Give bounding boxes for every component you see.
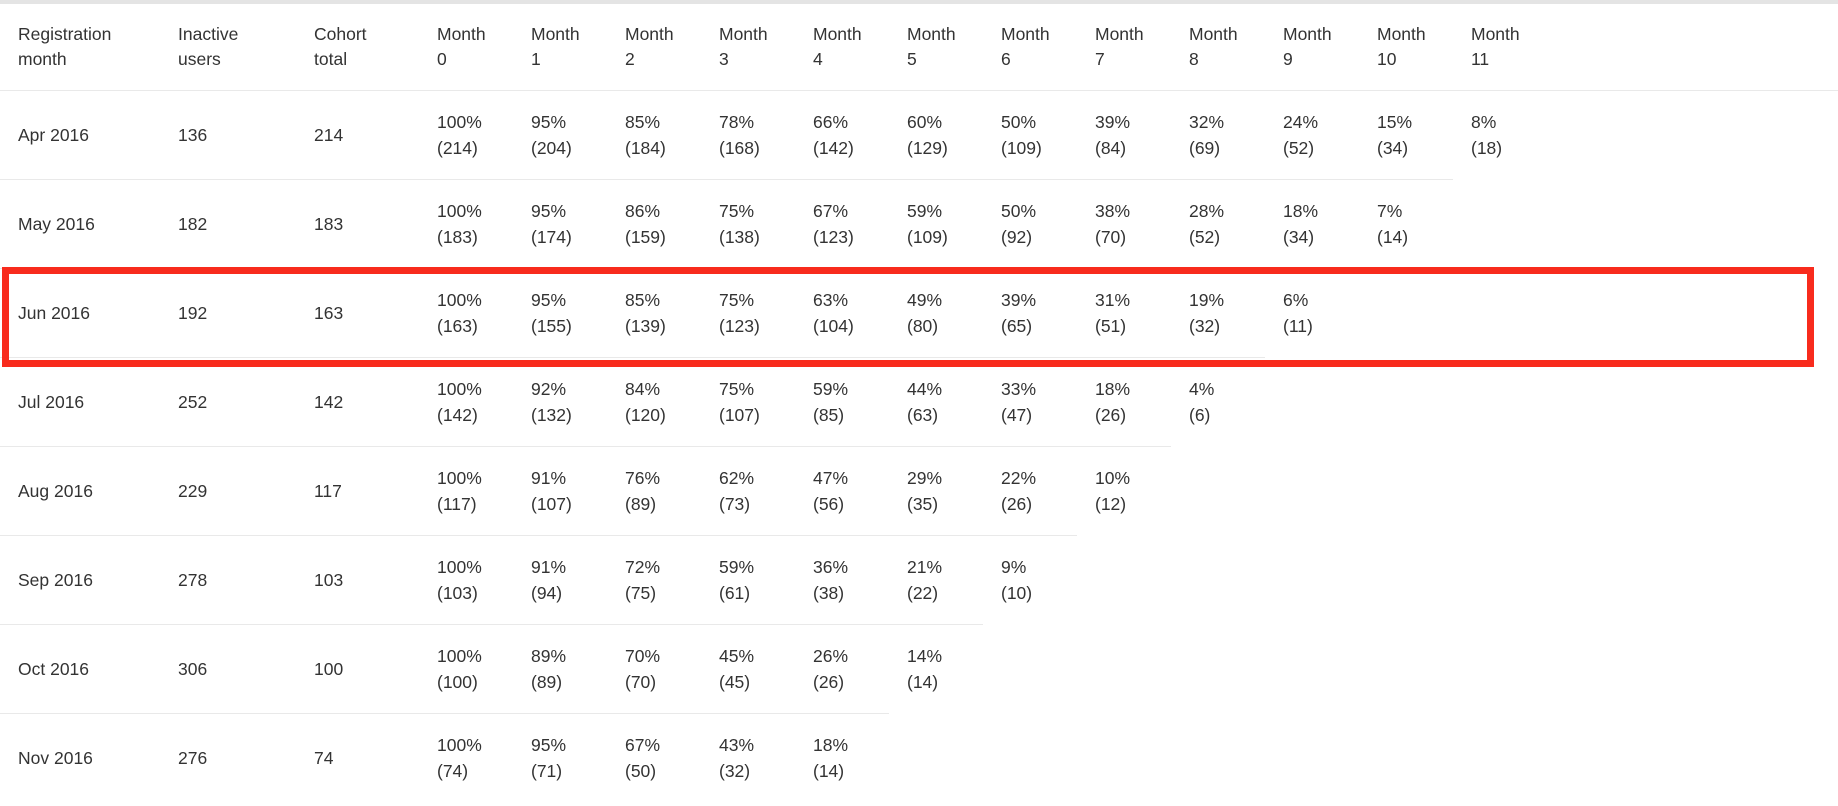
empty-cell xyxy=(1359,713,1453,802)
cohort-total-cell: 214 xyxy=(296,90,419,179)
registration-month-cell: Jul 2016 xyxy=(0,357,160,446)
retention-cell xyxy=(419,268,513,357)
retention-cell xyxy=(513,90,607,179)
retention-cell xyxy=(889,446,983,535)
retention-cell xyxy=(1077,268,1171,357)
retention-count: (80) xyxy=(907,315,939,336)
retention-pct: 6% xyxy=(1283,289,1309,310)
retention-cell xyxy=(607,446,701,535)
retention-cell xyxy=(1265,179,1359,268)
column-header: Month 1 xyxy=(531,23,580,69)
retention-count: (89) xyxy=(625,493,657,514)
column-header: Registration month xyxy=(18,23,112,69)
retention-count: (32) xyxy=(719,760,751,781)
registration-month-cell: Apr 2016 xyxy=(0,90,160,179)
inactive-users-cell: 306 xyxy=(160,624,296,713)
retention-cell xyxy=(513,535,607,624)
cohort-row xyxy=(0,624,1838,713)
cohort-row xyxy=(0,535,1838,624)
cohort-row xyxy=(0,446,1838,535)
retention-pct: 29% xyxy=(907,467,943,488)
retention-pct: 38% xyxy=(1095,200,1131,221)
empty-cell xyxy=(1359,268,1453,357)
retention-count: (117) xyxy=(437,493,477,514)
retention-pct: 84% xyxy=(625,378,661,399)
column-header: Month 10 xyxy=(1377,23,1426,69)
empty-cell xyxy=(1453,179,1838,268)
retention-pct: 50% xyxy=(1001,200,1037,221)
retention-count: (74) xyxy=(437,760,469,781)
retention-pct: 67% xyxy=(813,200,849,221)
column-header: Month 5 xyxy=(907,23,956,69)
retention-pct: 92% xyxy=(531,378,567,399)
retention-cell xyxy=(1359,90,1453,179)
retention-count: (11) xyxy=(1283,315,1313,336)
retention-pct: 19% xyxy=(1189,289,1225,310)
retention-cell xyxy=(701,446,795,535)
empty-cell xyxy=(1453,357,1838,446)
empty-cell xyxy=(1453,268,1838,357)
retention-pct: 44% xyxy=(907,378,943,399)
retention-count: (38) xyxy=(813,582,845,603)
retention-pct: 21% xyxy=(907,556,943,577)
retention-cell xyxy=(1359,179,1453,268)
column-header: Month 3 xyxy=(719,23,768,69)
retention-cell xyxy=(513,268,607,357)
column-header: Month 11 xyxy=(1471,23,1520,69)
cohort-total-cell: 103 xyxy=(296,535,419,624)
retention-cell xyxy=(419,713,513,802)
retention-count: (63) xyxy=(907,404,939,425)
retention-count: (69) xyxy=(1189,137,1221,158)
retention-pct: 10% xyxy=(1095,467,1131,488)
retention-count: (84) xyxy=(1095,137,1127,158)
retention-cell xyxy=(607,357,701,446)
retention-cell xyxy=(607,268,701,357)
retention-cell xyxy=(983,268,1077,357)
retention-count: (155) xyxy=(531,315,572,336)
retention-pct: 9% xyxy=(1001,556,1027,577)
retention-cell xyxy=(1077,357,1171,446)
retention-cell xyxy=(795,357,889,446)
retention-count: (103) xyxy=(437,582,478,603)
retention-count: (89) xyxy=(531,671,563,692)
retention-count: (163) xyxy=(437,315,478,336)
empty-cell xyxy=(1265,624,1359,713)
retention-pct: 62% xyxy=(719,467,755,488)
cohort-total-cell: 117 xyxy=(296,446,419,535)
retention-pct: 75% xyxy=(719,289,755,310)
retention-pct: 95% xyxy=(531,734,567,755)
retention-pct: 15% xyxy=(1377,111,1413,132)
inactive-users-cell: 182 xyxy=(160,179,296,268)
column-header: Month 2 xyxy=(625,23,674,69)
empty-cell xyxy=(1359,624,1453,713)
retention-pct: 95% xyxy=(531,111,567,132)
retention-pct: 33% xyxy=(1001,378,1037,399)
retention-cell xyxy=(1453,90,1838,179)
retention-count: (26) xyxy=(1095,404,1127,425)
inactive-users-cell: 252 xyxy=(160,357,296,446)
retention-count: (70) xyxy=(1095,226,1127,247)
retention-cell xyxy=(889,624,983,713)
registration-month-cell: Oct 2016 xyxy=(0,624,160,713)
retention-cell xyxy=(1077,446,1171,535)
empty-cell xyxy=(889,713,983,802)
inactive-users-cell: 278 xyxy=(160,535,296,624)
empty-cell xyxy=(1359,357,1453,446)
retention-count: (129) xyxy=(907,137,948,158)
retention-count: (94) xyxy=(531,582,563,603)
retention-count: (123) xyxy=(719,315,760,336)
retention-cell xyxy=(1171,90,1265,179)
retention-cell xyxy=(607,535,701,624)
retention-pct: 32% xyxy=(1189,111,1225,132)
retention-pct: 85% xyxy=(625,111,661,132)
retention-cell xyxy=(795,179,889,268)
retention-pct: 7% xyxy=(1377,200,1403,221)
retention-count: (56) xyxy=(813,493,845,514)
retention-cell xyxy=(1171,357,1265,446)
cohort-row-highlighted xyxy=(0,268,1838,357)
retention-pct: 26% xyxy=(813,645,849,666)
cohort-row xyxy=(0,179,1838,268)
retention-cell xyxy=(889,179,983,268)
retention-count: (85) xyxy=(813,404,845,425)
retention-count: (34) xyxy=(1377,137,1409,158)
registration-month-cell: Nov 2016 xyxy=(0,713,160,802)
retention-pct: 39% xyxy=(1001,289,1037,310)
header-row xyxy=(0,2,1838,90)
retention-pct: 100% xyxy=(437,378,482,399)
empty-cell xyxy=(1265,446,1359,535)
retention-count: (18) xyxy=(1471,137,1503,158)
retention-pct: 72% xyxy=(625,556,661,577)
retention-cell xyxy=(983,179,1077,268)
retention-pct: 95% xyxy=(531,289,567,310)
retention-pct: 22% xyxy=(1001,467,1037,488)
cohort-total-cell: 163 xyxy=(296,268,419,357)
retention-count: (61) xyxy=(719,582,751,603)
retention-count: (132) xyxy=(531,404,572,425)
registration-month-cell: Aug 2016 xyxy=(0,446,160,535)
retention-cell xyxy=(701,90,795,179)
retention-count: (12) xyxy=(1095,493,1127,514)
empty-cell xyxy=(1265,357,1359,446)
retention-count: (6) xyxy=(1189,404,1211,425)
retention-cell xyxy=(983,446,1077,535)
retention-count: (65) xyxy=(1001,315,1033,336)
registration-month-cell: Sep 2016 xyxy=(0,535,160,624)
retention-count: (75) xyxy=(625,582,657,603)
retention-cell xyxy=(419,357,513,446)
cohort-row xyxy=(0,90,1838,179)
retention-count: (35) xyxy=(907,493,939,514)
cohort-table-body xyxy=(0,90,1838,802)
retention-pct: 45% xyxy=(719,645,755,666)
retention-cell xyxy=(889,90,983,179)
retention-cell xyxy=(1077,179,1171,268)
retention-count: (50) xyxy=(625,760,657,781)
retention-cell xyxy=(513,446,607,535)
retention-cell xyxy=(1171,268,1265,357)
empty-cell xyxy=(1453,535,1838,624)
retention-cell xyxy=(419,90,513,179)
retention-count: (14) xyxy=(813,760,845,781)
retention-cell xyxy=(795,624,889,713)
retention-pct: 100% xyxy=(437,200,482,221)
retention-count: (142) xyxy=(813,137,854,158)
empty-cell xyxy=(1453,624,1838,713)
retention-pct: 86% xyxy=(625,200,661,221)
retention-cell xyxy=(889,268,983,357)
retention-pct: 66% xyxy=(813,111,849,132)
column-header: Month 6 xyxy=(1001,23,1050,69)
retention-pct: 18% xyxy=(1283,200,1319,221)
retention-cell xyxy=(513,357,607,446)
inactive-users-cell: 136 xyxy=(160,90,296,179)
retention-pct: 60% xyxy=(907,111,943,132)
retention-cell xyxy=(419,179,513,268)
retention-count: (26) xyxy=(813,671,845,692)
retention-count: (168) xyxy=(719,137,760,158)
retention-pct: 100% xyxy=(437,734,482,755)
retention-pct: 76% xyxy=(625,467,661,488)
retention-cell xyxy=(795,535,889,624)
retention-cell xyxy=(983,90,1077,179)
retention-count: (120) xyxy=(625,404,666,425)
retention-count: (52) xyxy=(1283,137,1315,158)
retention-count: (14) xyxy=(1377,226,1409,247)
registration-month-cell: May 2016 xyxy=(0,179,160,268)
retention-count: (138) xyxy=(719,226,760,247)
cohort-total-cell: 100 xyxy=(296,624,419,713)
retention-pct: 59% xyxy=(813,378,849,399)
inactive-users-cell: 192 xyxy=(160,268,296,357)
column-header: Month 9 xyxy=(1283,23,1332,69)
retention-pct: 100% xyxy=(437,289,482,310)
retention-count: (142) xyxy=(437,404,478,425)
retention-pct: 91% xyxy=(531,467,567,488)
retention-pct: 75% xyxy=(719,200,755,221)
retention-pct: 67% xyxy=(625,734,661,755)
retention-cell xyxy=(419,624,513,713)
retention-cell xyxy=(889,535,983,624)
retention-cell xyxy=(983,357,1077,446)
retention-pct: 28% xyxy=(1189,200,1225,221)
retention-pct: 43% xyxy=(719,734,755,755)
retention-cell xyxy=(795,446,889,535)
retention-pct: 47% xyxy=(813,467,849,488)
retention-count: (34) xyxy=(1283,226,1315,247)
retention-count: (52) xyxy=(1189,226,1221,247)
retention-count: (107) xyxy=(531,493,572,514)
inactive-users-cell: 229 xyxy=(160,446,296,535)
retention-count: (123) xyxy=(813,226,854,247)
cohort-total-cell: 74 xyxy=(296,713,419,802)
retention-cell xyxy=(607,90,701,179)
retention-cell xyxy=(983,535,1077,624)
retention-count: (22) xyxy=(907,582,939,603)
retention-count: (139) xyxy=(625,315,666,336)
retention-count: (184) xyxy=(625,137,666,158)
empty-cell xyxy=(1171,624,1265,713)
retention-count: (71) xyxy=(531,760,563,781)
retention-cell xyxy=(795,268,889,357)
empty-cell xyxy=(1359,535,1453,624)
empty-cell xyxy=(983,624,1077,713)
retention-cell xyxy=(701,179,795,268)
retention-cell xyxy=(701,357,795,446)
retention-cell xyxy=(1077,90,1171,179)
retention-count: (73) xyxy=(719,493,751,514)
retention-count: (159) xyxy=(625,226,666,247)
retention-pct: 59% xyxy=(719,556,755,577)
retention-pct: 39% xyxy=(1095,111,1131,132)
retention-cell xyxy=(419,535,513,624)
retention-pct: 89% xyxy=(531,645,567,666)
retention-count: (92) xyxy=(1001,226,1033,247)
retention-pct: 14% xyxy=(907,645,943,666)
retention-cell xyxy=(795,90,889,179)
retention-cell xyxy=(513,179,607,268)
retention-count: (109) xyxy=(1001,137,1042,158)
retention-cell xyxy=(607,179,701,268)
retention-pct: 8% xyxy=(1471,111,1497,132)
empty-cell xyxy=(1077,624,1171,713)
empty-cell xyxy=(1265,535,1359,624)
retention-pct: 4% xyxy=(1189,378,1215,399)
retention-count: (47) xyxy=(1001,404,1033,425)
registration-month-cell: Jun 2016 xyxy=(0,268,160,357)
retention-pct: 49% xyxy=(907,289,943,310)
retention-pct: 100% xyxy=(437,111,482,132)
retention-count: (70) xyxy=(625,671,657,692)
column-header: Month 0 xyxy=(437,23,486,69)
retention-count: (32) xyxy=(1189,315,1221,336)
retention-count: (10) xyxy=(1001,582,1033,603)
retention-count: (204) xyxy=(531,137,572,158)
retention-count: (104) xyxy=(813,315,854,336)
retention-count: (45) xyxy=(719,671,751,692)
column-header: Inactive users xyxy=(178,23,239,69)
retention-cell xyxy=(701,268,795,357)
empty-cell xyxy=(1171,446,1265,535)
column-header: Month 7 xyxy=(1095,23,1144,69)
retention-pct: 70% xyxy=(625,645,661,666)
retention-cell xyxy=(1265,90,1359,179)
empty-cell xyxy=(1453,446,1838,535)
retention-cell xyxy=(701,713,795,802)
retention-cell xyxy=(701,535,795,624)
retention-count: (51) xyxy=(1095,315,1127,336)
retention-cell xyxy=(795,713,889,802)
retention-pct: 59% xyxy=(907,200,943,221)
retention-cell xyxy=(1171,179,1265,268)
retention-pct: 100% xyxy=(437,645,482,666)
retention-count: (109) xyxy=(907,226,948,247)
retention-cell xyxy=(1265,268,1359,357)
retention-count: (174) xyxy=(531,226,572,247)
retention-count: (183) xyxy=(437,226,478,247)
cohort-row xyxy=(0,713,1838,802)
retention-cell xyxy=(513,624,607,713)
retention-count: (14) xyxy=(907,671,939,692)
cohort-row xyxy=(0,357,1838,446)
retention-pct: 36% xyxy=(813,556,849,577)
retention-count: (214) xyxy=(437,137,478,158)
retention-cell xyxy=(513,713,607,802)
retention-pct: 24% xyxy=(1283,111,1319,132)
empty-cell xyxy=(1359,446,1453,535)
retention-pct: 18% xyxy=(813,734,849,755)
retention-cell xyxy=(419,446,513,535)
empty-cell xyxy=(1453,713,1838,802)
column-header: Month 8 xyxy=(1189,23,1238,69)
retention-cell xyxy=(607,713,701,802)
retention-cell xyxy=(889,357,983,446)
empty-cell xyxy=(1077,713,1171,802)
inactive-users-cell: 276 xyxy=(160,713,296,802)
empty-cell xyxy=(1171,713,1265,802)
retention-count: (107) xyxy=(719,404,760,425)
cohort-total-cell: 183 xyxy=(296,179,419,268)
empty-cell xyxy=(983,713,1077,802)
column-header: Cohort total xyxy=(314,23,367,69)
column-header: Month 4 xyxy=(813,23,862,69)
retention-pct: 78% xyxy=(719,111,755,132)
retention-pct: 85% xyxy=(625,289,661,310)
cohort-total-cell: 142 xyxy=(296,357,419,446)
retention-pct: 50% xyxy=(1001,111,1037,132)
retention-pct: 100% xyxy=(437,467,482,488)
retention-cell xyxy=(701,624,795,713)
retention-pct: 95% xyxy=(531,200,567,221)
retention-pct: 18% xyxy=(1095,378,1131,399)
retention-pct: 31% xyxy=(1095,289,1131,310)
empty-cell xyxy=(1077,535,1171,624)
empty-cell xyxy=(1171,535,1265,624)
retention-pct: 63% xyxy=(813,289,849,310)
retention-count: (100) xyxy=(437,671,478,692)
retention-pct: 100% xyxy=(437,556,482,577)
retention-count: (26) xyxy=(1001,493,1033,514)
retention-cell xyxy=(607,624,701,713)
retention-pct: 91% xyxy=(531,556,567,577)
retention-pct: 75% xyxy=(719,378,755,399)
empty-cell xyxy=(1265,713,1359,802)
